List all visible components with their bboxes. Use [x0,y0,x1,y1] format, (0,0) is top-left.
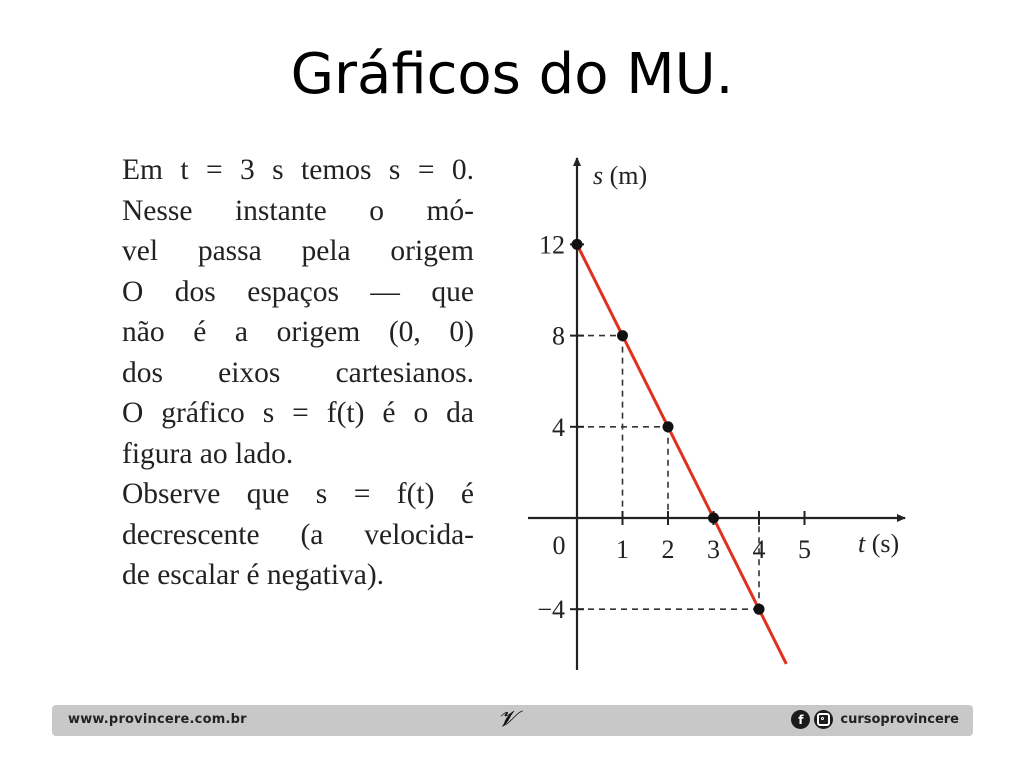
guide-lines [577,336,759,610]
axis-ticks [537,230,811,624]
data-point [663,421,674,432]
text-line: decrescente (a velocida- [122,518,474,551]
x-tick-label: 3 [707,535,720,564]
series-lines [577,244,786,664]
axis-unit: (m) [603,161,648,190]
chart-svg [520,150,920,680]
x-tick-label: 2 [661,535,675,564]
text-line: de escalar é negativa). [122,559,385,591]
social-handle[interactable]: cursoprovincere [840,712,959,727]
social-group [791,710,959,729]
slide-title: Gráficos do MU. [290,42,734,107]
instagram-glyph [817,713,830,726]
axis-variable: t [858,529,866,558]
text-line: O dos espaços — que [122,275,474,308]
axis-variable: s [593,161,604,190]
position-time-chart [520,150,920,680]
series-line [577,244,786,664]
x-tick-label: 1 [616,535,629,564]
y-tick-label: 4 [552,412,565,442]
explanation-text [122,150,474,596]
data-point [572,239,583,250]
text-line: O gráfico s = f(t) é o da [122,397,474,429]
y-tick-label: 8 [552,321,565,351]
x-axis-label [858,529,899,558]
x-tick-label: 5 [798,535,811,564]
text-line: não é a origem (0, 0) [122,316,474,348]
text-line: vel passa pela origem [122,235,474,267]
text-line: Em t = 3 s temos s = 0. [122,154,474,186]
y-tick-label: −4 [537,595,565,625]
text-line: dos eixos cartesianos. [122,356,474,389]
y-axis-label [593,161,647,190]
text-line: Nesse instante o mó- [122,194,474,227]
text-line: Observe que s = f(t) é [122,478,474,510]
data-point [754,604,765,615]
footer-bar [52,705,973,736]
brand-logo-icon: 𝓥 [498,707,517,732]
data-point [617,330,628,341]
y-tick-label: 12 [539,230,565,260]
axis-unit: (s) [865,529,900,558]
x-tick-label: 4 [752,535,766,564]
instagram-icon[interactable] [814,710,833,729]
origin-label: 0 [552,531,566,560]
data-point [708,513,719,524]
text-line: figura ao lado. [122,437,294,470]
website-link[interactable]: www.provincere.com.br [68,712,247,727]
facebook-icon[interactable]: f [791,710,810,729]
